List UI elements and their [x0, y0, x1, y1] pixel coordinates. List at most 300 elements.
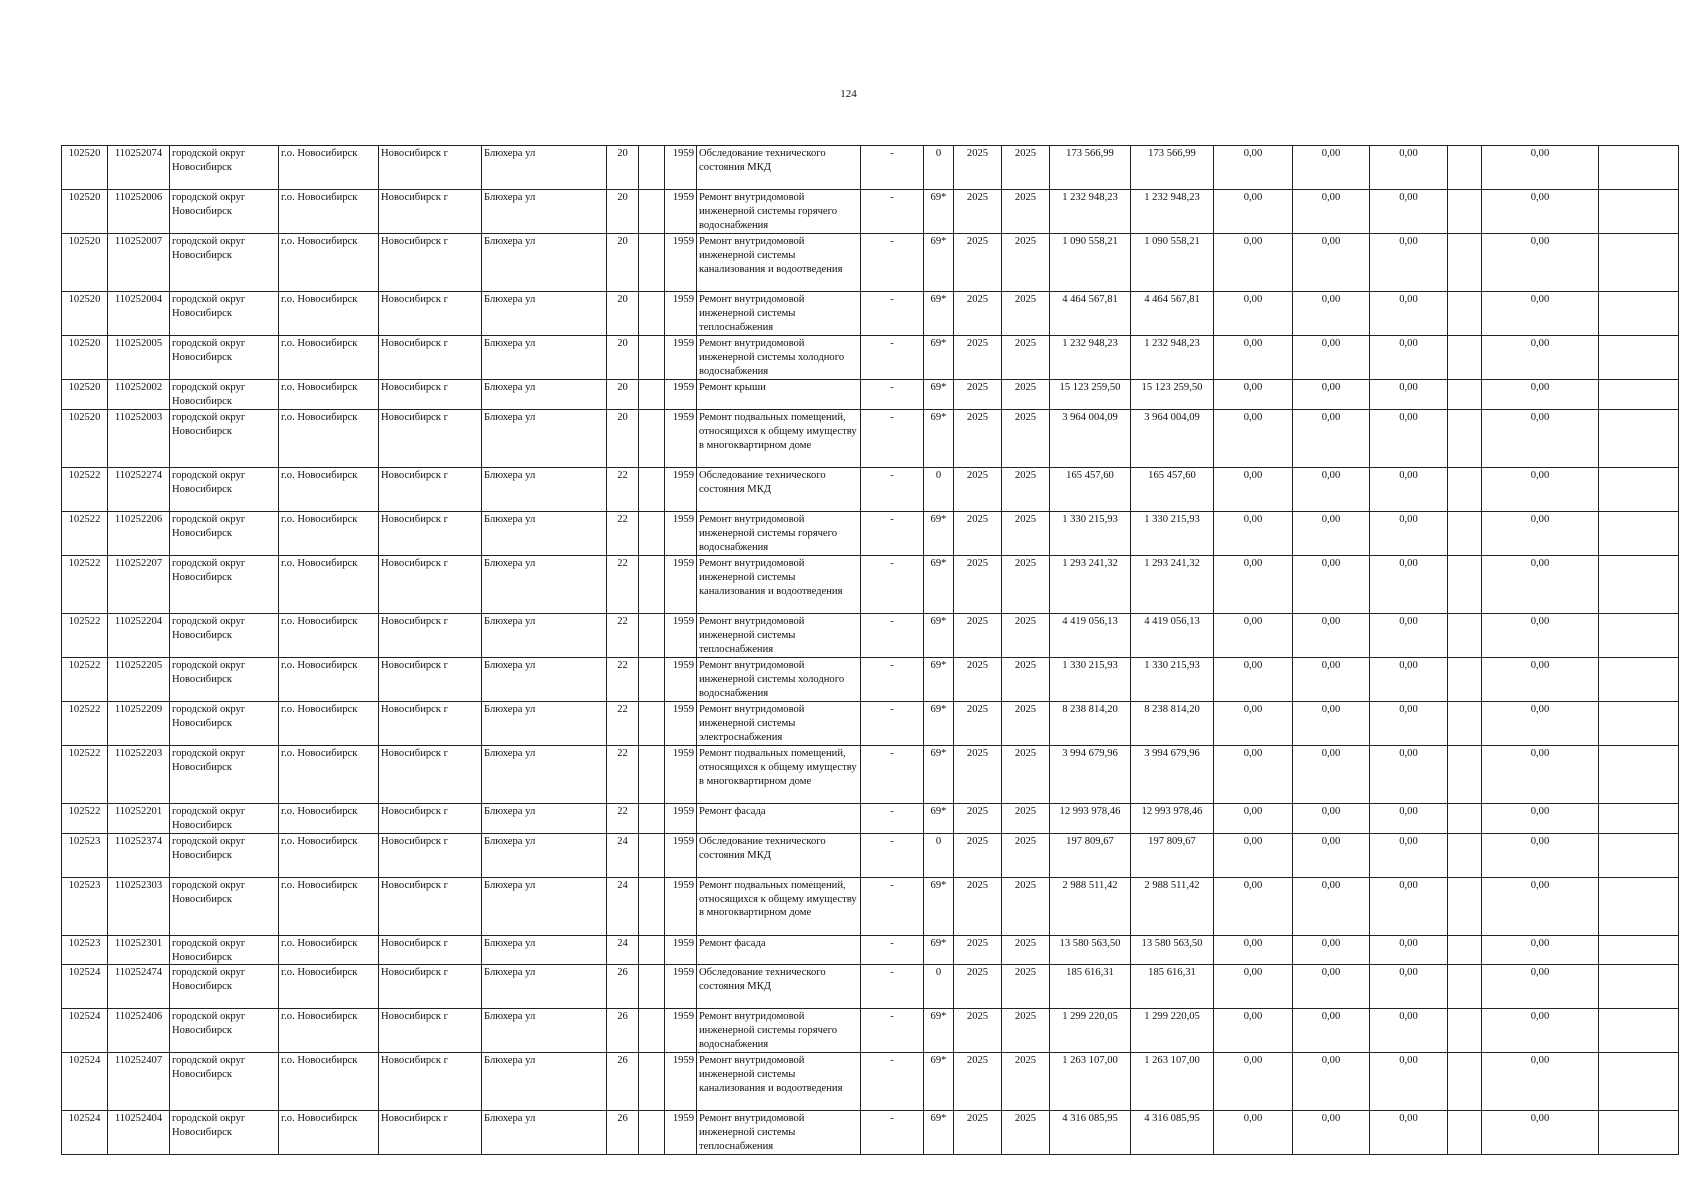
cell-v1: 0,00	[1214, 511, 1293, 555]
cell-municipality: г.о. Новосибирск	[279, 336, 379, 380]
cell-cost-fund: 165 457,60	[1131, 467, 1214, 511]
cell-cost-total: 197 809,67	[1050, 833, 1131, 877]
cell-house: 24	[607, 877, 639, 935]
cell-district: городской округ Новосибирск	[170, 1053, 279, 1111]
cell-district: городской округ Новосибирск	[170, 803, 279, 833]
cell-municipality: г.о. Новосибирск	[279, 833, 379, 877]
cell-house: 22	[607, 613, 639, 657]
cell-cost-fund: 1 263 107,00	[1131, 1053, 1214, 1111]
cell-code: 110252204	[108, 613, 170, 657]
cell-v4: 0,00	[1482, 190, 1599, 234]
cell-v2: 0,00	[1293, 833, 1370, 877]
cell-v1: 0,00	[1214, 657, 1293, 701]
cell-wear: 0	[924, 467, 954, 511]
cell-building	[639, 380, 665, 410]
cell-plan-end: 2025	[1002, 1053, 1050, 1111]
cell-house: 26	[607, 1009, 639, 1053]
cell-settlement: Новосибирск г	[379, 1053, 482, 1111]
cell-id: 102523	[62, 935, 108, 965]
cell-cost-fund: 8 238 814,20	[1131, 701, 1214, 745]
cell-plan-start: 2025	[954, 877, 1002, 935]
cell-v4: 0,00	[1482, 803, 1599, 833]
cell-id: 102520	[62, 380, 108, 410]
cell-wear: 69*	[924, 234, 954, 292]
cell-building	[639, 292, 665, 336]
cell-blank	[1448, 1053, 1482, 1111]
cell-v1: 0,00	[1214, 1053, 1293, 1111]
cell-v3: 0,00	[1370, 555, 1448, 613]
cell-wear: 69*	[924, 1111, 954, 1155]
cell-dash: -	[861, 380, 924, 410]
table-row	[62, 701, 1679, 745]
cell-municipality: г.о. Новосибирск	[279, 146, 379, 190]
cell-municipality: г.о. Новосибирск	[279, 657, 379, 701]
cell-municipality: г.о. Новосибирск	[279, 1009, 379, 1053]
cell-municipality: г.о. Новосибирск	[279, 409, 379, 467]
cell-settlement: Новосибирск г	[379, 292, 482, 336]
cell-cost-total: 4 464 567,81	[1050, 292, 1131, 336]
table-row	[62, 380, 1679, 410]
cell-year: 1959	[665, 380, 697, 410]
cell-last	[1599, 965, 1679, 1009]
cell-cost-fund: 1 330 215,93	[1131, 511, 1214, 555]
cell-v1: 0,00	[1214, 467, 1293, 511]
cell-district: городской округ Новосибирск	[170, 146, 279, 190]
cell-last	[1599, 190, 1679, 234]
cell-year: 1959	[665, 292, 697, 336]
cell-v4: 0,00	[1482, 613, 1599, 657]
cell-v4: 0,00	[1482, 467, 1599, 511]
cell-id: 102520	[62, 409, 108, 467]
cell-id: 102523	[62, 877, 108, 935]
cell-plan-end: 2025	[1002, 745, 1050, 803]
cell-work: Ремонт внутридомовой инженерной системы холодного водоснабжения	[697, 336, 861, 380]
cell-street: Блюхера ул	[482, 803, 607, 833]
cell-work: Ремонт внутридомовой инженерной системы горячего водоснабжения	[697, 511, 861, 555]
cell-street: Блюхера ул	[482, 877, 607, 935]
cell-id: 102524	[62, 1009, 108, 1053]
cell-plan-start: 2025	[954, 1111, 1002, 1155]
cell-house: 20	[607, 234, 639, 292]
cell-cost-fund: 4 419 056,13	[1131, 613, 1214, 657]
cell-v2: 0,00	[1293, 1111, 1370, 1155]
cell-street: Блюхера ул	[482, 613, 607, 657]
cell-district: городской округ Новосибирск	[170, 555, 279, 613]
cell-street: Блюхера ул	[482, 190, 607, 234]
table-row	[62, 409, 1679, 467]
cell-building	[639, 409, 665, 467]
cell-blank	[1448, 336, 1482, 380]
cell-work: Ремонт фасада	[697, 935, 861, 965]
cell-settlement: Новосибирск г	[379, 613, 482, 657]
cell-settlement: Новосибирск г	[379, 935, 482, 965]
cell-code: 110252303	[108, 877, 170, 935]
cell-settlement: Новосибирск г	[379, 234, 482, 292]
cell-plan-start: 2025	[954, 190, 1002, 234]
cell-wear: 69*	[924, 511, 954, 555]
cell-v1: 0,00	[1214, 292, 1293, 336]
cell-house: 20	[607, 292, 639, 336]
cell-code: 110252274	[108, 467, 170, 511]
cell-dash: -	[861, 701, 924, 745]
cell-blank	[1448, 146, 1482, 190]
cell-blank	[1448, 935, 1482, 965]
cell-district: городской округ Новосибирск	[170, 190, 279, 234]
table-row	[62, 1009, 1679, 1053]
cell-wear: 69*	[924, 1009, 954, 1053]
table-row	[62, 833, 1679, 877]
page-number: 124	[840, 88, 857, 100]
cell-cost-fund: 1 232 948,23	[1131, 190, 1214, 234]
cell-settlement: Новосибирск г	[379, 190, 482, 234]
cell-cost-fund: 13 580 563,50	[1131, 935, 1214, 965]
cell-district: городской округ Новосибирск	[170, 657, 279, 701]
cell-v3: 0,00	[1370, 292, 1448, 336]
repair-schedule-table	[61, 145, 1679, 1155]
cell-wear: 69*	[924, 745, 954, 803]
cell-year: 1959	[665, 803, 697, 833]
cell-v3: 0,00	[1370, 1009, 1448, 1053]
cell-work: Ремонт внутридомовой инженерной системы теплоснабжения	[697, 292, 861, 336]
cell-code: 110252074	[108, 146, 170, 190]
cell-v1: 0,00	[1214, 613, 1293, 657]
cell-v1: 0,00	[1214, 745, 1293, 803]
cell-v3: 0,00	[1370, 803, 1448, 833]
cell-code: 110252404	[108, 1111, 170, 1155]
cell-v1: 0,00	[1214, 935, 1293, 965]
table-row	[62, 877, 1679, 935]
cell-v2: 0,00	[1293, 555, 1370, 613]
table-row	[62, 1111, 1679, 1155]
cell-v2: 0,00	[1293, 701, 1370, 745]
cell-street: Блюхера ул	[482, 409, 607, 467]
cell-blank	[1448, 234, 1482, 292]
cell-building	[639, 745, 665, 803]
cell-last	[1599, 409, 1679, 467]
cell-last	[1599, 701, 1679, 745]
cell-last	[1599, 511, 1679, 555]
cell-year: 1959	[665, 833, 697, 877]
cell-last	[1599, 1053, 1679, 1111]
cell-year: 1959	[665, 555, 697, 613]
cell-municipality: г.о. Новосибирск	[279, 803, 379, 833]
cell-work: Ремонт подвальных помещений, относящихся к общему имуществу в многоквартирном доме	[697, 745, 861, 803]
cell-work: Обследование технического состояния МКД	[697, 467, 861, 511]
cell-v2: 0,00	[1293, 511, 1370, 555]
cell-building	[639, 803, 665, 833]
cell-street: Блюхера ул	[482, 935, 607, 965]
cell-street: Блюхера ул	[482, 657, 607, 701]
cell-building	[639, 1053, 665, 1111]
cell-v1: 0,00	[1214, 833, 1293, 877]
cell-work: Ремонт внутридомовой инженерной системы канализования и водоотведения	[697, 234, 861, 292]
cell-street: Блюхера ул	[482, 833, 607, 877]
cell-settlement: Новосибирск г	[379, 701, 482, 745]
cell-id: 102522	[62, 467, 108, 511]
cell-district: городской округ Новосибирск	[170, 877, 279, 935]
cell-house: 24	[607, 935, 639, 965]
cell-dash: -	[861, 833, 924, 877]
cell-plan-start: 2025	[954, 657, 1002, 701]
cell-cost-total: 165 457,60	[1050, 467, 1131, 511]
cell-dash: -	[861, 803, 924, 833]
cell-building	[639, 190, 665, 234]
cell-work: Ремонт внутридомовой инженерной системы горячего водоснабжения	[697, 1009, 861, 1053]
cell-settlement: Новосибирск г	[379, 380, 482, 410]
cell-street: Блюхера ул	[482, 965, 607, 1009]
cell-wear: 69*	[924, 380, 954, 410]
cell-v3: 0,00	[1370, 833, 1448, 877]
cell-v1: 0,00	[1214, 380, 1293, 410]
cell-v4: 0,00	[1482, 511, 1599, 555]
cell-v2: 0,00	[1293, 803, 1370, 833]
cell-id: 102524	[62, 1111, 108, 1155]
cell-plan-start: 2025	[954, 935, 1002, 965]
cell-v3: 0,00	[1370, 877, 1448, 935]
cell-blank	[1448, 292, 1482, 336]
cell-id: 102524	[62, 1053, 108, 1111]
cell-plan-end: 2025	[1002, 555, 1050, 613]
cell-wear: 69*	[924, 657, 954, 701]
cell-v3: 0,00	[1370, 409, 1448, 467]
cell-district: городской округ Новосибирск	[170, 935, 279, 965]
cell-cost-total: 4 316 085,95	[1050, 1111, 1131, 1155]
cell-last	[1599, 336, 1679, 380]
cell-v1: 0,00	[1214, 1111, 1293, 1155]
cell-id: 102522	[62, 511, 108, 555]
cell-year: 1959	[665, 657, 697, 701]
cell-house: 22	[607, 701, 639, 745]
cell-last	[1599, 380, 1679, 410]
cell-plan-start: 2025	[954, 380, 1002, 410]
cell-v3: 0,00	[1370, 1111, 1448, 1155]
cell-year: 1959	[665, 701, 697, 745]
cell-code: 110252007	[108, 234, 170, 292]
cell-cost-total: 15 123 259,50	[1050, 380, 1131, 410]
cell-blank	[1448, 803, 1482, 833]
cell-house: 22	[607, 467, 639, 511]
cell-building	[639, 336, 665, 380]
cell-street: Блюхера ул	[482, 555, 607, 613]
cell-plan-start: 2025	[954, 336, 1002, 380]
cell-v2: 0,00	[1293, 467, 1370, 511]
cell-id: 102520	[62, 292, 108, 336]
table-row	[62, 935, 1679, 965]
cell-year: 1959	[665, 935, 697, 965]
cell-wear: 69*	[924, 613, 954, 657]
cell-work: Ремонт внутридомовой инженерной системы холодного водоснабжения	[697, 657, 861, 701]
cell-plan-end: 2025	[1002, 1111, 1050, 1155]
cell-blank	[1448, 511, 1482, 555]
cell-work: Ремонт внутридомовой инженерной системы канализования и водоотведения	[697, 1053, 861, 1111]
cell-v1: 0,00	[1214, 555, 1293, 613]
cell-last	[1599, 745, 1679, 803]
cell-v3: 0,00	[1370, 613, 1448, 657]
cell-municipality: г.о. Новосибирск	[279, 380, 379, 410]
cell-dash: -	[861, 965, 924, 1009]
cell-v4: 0,00	[1482, 292, 1599, 336]
table-row	[62, 555, 1679, 613]
cell-v2: 0,00	[1293, 380, 1370, 410]
cell-last	[1599, 555, 1679, 613]
cell-blank	[1448, 701, 1482, 745]
cell-dash: -	[861, 1053, 924, 1111]
cell-district: городской округ Новосибирск	[170, 336, 279, 380]
cell-v2: 0,00	[1293, 877, 1370, 935]
cell-blank	[1448, 833, 1482, 877]
cell-house: 24	[607, 833, 639, 877]
cell-plan-end: 2025	[1002, 833, 1050, 877]
cell-cost-fund: 185 616,31	[1131, 965, 1214, 1009]
cell-dash: -	[861, 745, 924, 803]
cell-building	[639, 1111, 665, 1155]
cell-blank	[1448, 1009, 1482, 1053]
cell-dash: -	[861, 146, 924, 190]
cell-blank	[1448, 745, 1482, 803]
cell-plan-end: 2025	[1002, 657, 1050, 701]
cell-year: 1959	[665, 965, 697, 1009]
cell-id: 102520	[62, 146, 108, 190]
cell-v3: 0,00	[1370, 935, 1448, 965]
cell-house: 22	[607, 657, 639, 701]
cell-cost-total: 3 994 679,96	[1050, 745, 1131, 803]
cell-house: 26	[607, 1053, 639, 1111]
cell-building	[639, 833, 665, 877]
cell-wear: 69*	[924, 555, 954, 613]
cell-building	[639, 234, 665, 292]
cell-year: 1959	[665, 336, 697, 380]
cell-dash: -	[861, 1111, 924, 1155]
cell-dash: -	[861, 511, 924, 555]
cell-cost-fund: 1 090 558,21	[1131, 234, 1214, 292]
cell-work: Ремонт подвальных помещений, относящихся к общему имуществу в многоквартирном доме	[697, 409, 861, 467]
cell-dash: -	[861, 657, 924, 701]
cell-v1: 0,00	[1214, 409, 1293, 467]
cell-v1: 0,00	[1214, 190, 1293, 234]
cell-cost-fund: 197 809,67	[1131, 833, 1214, 877]
cell-v2: 0,00	[1293, 657, 1370, 701]
cell-v1: 0,00	[1214, 965, 1293, 1009]
cell-blank	[1448, 1111, 1482, 1155]
cell-plan-end: 2025	[1002, 803, 1050, 833]
cell-dash: -	[861, 467, 924, 511]
cell-v2: 0,00	[1293, 745, 1370, 803]
table-row	[62, 613, 1679, 657]
cell-settlement: Новосибирск г	[379, 511, 482, 555]
cell-v2: 0,00	[1293, 613, 1370, 657]
cell-work: Ремонт внутридомовой инженерной системы канализования и водоотведения	[697, 555, 861, 613]
cell-plan-start: 2025	[954, 409, 1002, 467]
cell-v4: 0,00	[1482, 935, 1599, 965]
cell-plan-start: 2025	[954, 146, 1002, 190]
cell-building	[639, 877, 665, 935]
cell-street: Блюхера ул	[482, 1111, 607, 1155]
cell-last	[1599, 613, 1679, 657]
cell-work: Ремонт внутридомовой инженерной системы теплоснабжения	[697, 1111, 861, 1155]
cell-code: 110252205	[108, 657, 170, 701]
table-row	[62, 234, 1679, 292]
cell-dash: -	[861, 292, 924, 336]
cell-year: 1959	[665, 511, 697, 555]
cell-plan-end: 2025	[1002, 701, 1050, 745]
cell-v4: 0,00	[1482, 234, 1599, 292]
cell-v4: 0,00	[1482, 1053, 1599, 1111]
cell-code: 110252002	[108, 380, 170, 410]
cell-street: Блюхера ул	[482, 511, 607, 555]
cell-municipality: г.о. Новосибирск	[279, 701, 379, 745]
cell-v2: 0,00	[1293, 965, 1370, 1009]
cell-dash: -	[861, 555, 924, 613]
cell-cost-fund: 4 316 085,95	[1131, 1111, 1214, 1155]
cell-last	[1599, 935, 1679, 965]
cell-dash: -	[861, 613, 924, 657]
cell-building	[639, 1009, 665, 1053]
cell-code: 110252407	[108, 1053, 170, 1111]
cell-dash: -	[861, 190, 924, 234]
cell-code: 110252206	[108, 511, 170, 555]
cell-v3: 0,00	[1370, 336, 1448, 380]
cell-municipality: г.о. Новосибирск	[279, 613, 379, 657]
cell-cost-total: 1 232 948,23	[1050, 336, 1131, 380]
cell-district: городской округ Новосибирск	[170, 965, 279, 1009]
cell-dash: -	[861, 877, 924, 935]
cell-cost-fund: 3 994 679,96	[1131, 745, 1214, 803]
cell-settlement: Новосибирск г	[379, 1111, 482, 1155]
cell-house: 20	[607, 146, 639, 190]
cell-wear: 0	[924, 833, 954, 877]
cell-cost-fund: 173 566,99	[1131, 146, 1214, 190]
cell-work: Ремонт внутридомовой инженерной системы горячего водоснабжения	[697, 190, 861, 234]
cell-plan-start: 2025	[954, 1053, 1002, 1111]
cell-work: Обследование технического состояния МКД	[697, 965, 861, 1009]
cell-year: 1959	[665, 745, 697, 803]
cell-building	[639, 965, 665, 1009]
cell-year: 1959	[665, 877, 697, 935]
cell-plan-start: 2025	[954, 833, 1002, 877]
cell-wear: 69*	[924, 409, 954, 467]
cell-v3: 0,00	[1370, 234, 1448, 292]
cell-v2: 0,00	[1293, 1053, 1370, 1111]
cell-municipality: г.о. Новосибирск	[279, 190, 379, 234]
cell-municipality: г.о. Новосибирск	[279, 1111, 379, 1155]
cell-v3: 0,00	[1370, 1053, 1448, 1111]
cell-code: 110252006	[108, 190, 170, 234]
cell-code: 110252406	[108, 1009, 170, 1053]
cell-plan-start: 2025	[954, 745, 1002, 803]
table-row	[62, 336, 1679, 380]
cell-code: 110252301	[108, 935, 170, 965]
cell-code: 110252207	[108, 555, 170, 613]
cell-blank	[1448, 190, 1482, 234]
cell-v1: 0,00	[1214, 146, 1293, 190]
table-row	[62, 657, 1679, 701]
cell-district: городской округ Новосибирск	[170, 234, 279, 292]
cell-v2: 0,00	[1293, 190, 1370, 234]
cell-v4: 0,00	[1482, 1111, 1599, 1155]
cell-plan-end: 2025	[1002, 511, 1050, 555]
cell-district: городской округ Новосибирск	[170, 467, 279, 511]
cell-last	[1599, 803, 1679, 833]
cell-year: 1959	[665, 409, 697, 467]
cell-plan-start: 2025	[954, 234, 1002, 292]
cell-v2: 0,00	[1293, 292, 1370, 336]
cell-house: 22	[607, 511, 639, 555]
cell-plan-start: 2025	[954, 701, 1002, 745]
cell-settlement: Новосибирск г	[379, 657, 482, 701]
cell-plan-end: 2025	[1002, 467, 1050, 511]
cell-cost-total: 173 566,99	[1050, 146, 1131, 190]
cell-district: городской округ Новосибирск	[170, 292, 279, 336]
